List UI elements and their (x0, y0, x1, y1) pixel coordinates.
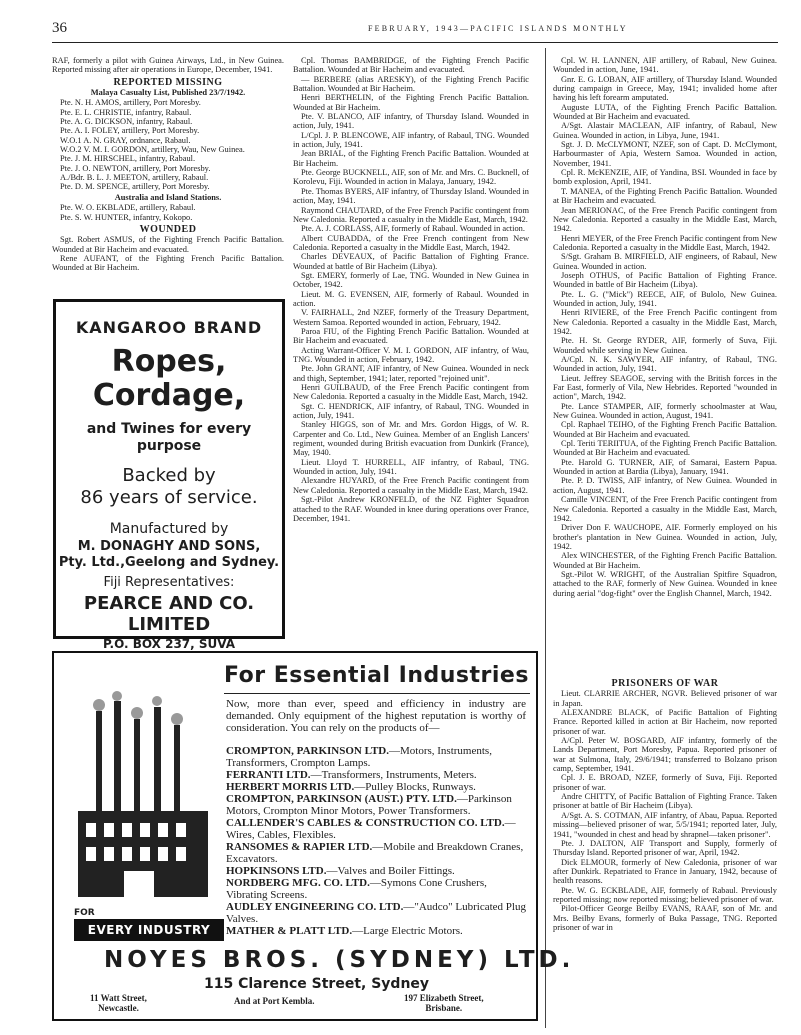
casualty-entry: Rene AUFANT, of the Fighting French Pacific Battalion. Wounded at Bir Hacheim. (52, 253, 284, 273)
prisoner-entry: Andre CHITTY, of Pacific Battalion of Fighting France. Taken prisoner at battle of Bir Hacheim (Libya). (553, 792, 777, 811)
product-company: NORDBERG MFG. CO. LTD. (226, 877, 370, 889)
subheading-malaya: Malaya Casualty List, Published 23/7/1942. (90, 88, 246, 98)
factory-illustration-icon (68, 691, 218, 901)
casualty-entry: Pte. L. G. ("Mick") REECE, AIF, of Bulolo, New Guinea. Wounded in action, July, 1941. (553, 289, 777, 308)
casualty-entry: Sgt. EMERY, formerly of Lae, TNG. Wounded in New Guinea in October, 1942. (293, 270, 529, 290)
prisoner-entry: A/Sgt. A. S. COTMAN, AIF infantry, of Abau, Papua. Reported missing—believed prisoner of war, 5/5/1941; reported later, July, 1941, "wounded in chest and head by shrapnel—taken prisoner". (553, 810, 777, 839)
prisoner-entry: Pilot-Officer George Beilby EVANS, RAAF, son of Mr. and Mrs. Beilby Evans, formerly of Buka Passage, TNG. Reported prisoner of war in (553, 904, 777, 932)
casualty-entry: Pte. A. I. FOLEY, artillery, Port Moresby. (60, 126, 200, 136)
prisoner-entry: Pte. J. DALTON, AIF Transport and Supply, formerly of Thursday Island. Reported prisoner of war, April, 1942. (553, 838, 777, 858)
casualty-entry: Pte. E. L. CHRISTIE, infantry, Rabaul. (60, 107, 192, 117)
branch-line: 11 Watt Street, (90, 993, 147, 1003)
casualty-entry: Cpl. R. McKENZIE, AIF, of Yandina, BSI. Wounded in face by bomb explosion, April, 1941. (553, 168, 777, 187)
casualty-entry: Lieut. Lloyd T. HURRELL, AIF infantry, of Rabaul, TNG. Wounded in action, July, 1941. (293, 457, 529, 477)
casualty-entry: Pte. V. BLANCO, AIF infantry, of Thursday Island. Wounded in action, July, 1941. (293, 112, 529, 131)
casualty-entry: Sgt.-Pilot Andrew KRONFELD, of the NZ Fighter Squadron attached to the RAF. Wounded in knee during operations over France, December, 1941. (293, 495, 529, 523)
product-description: —Valves and Boiler Fittings. (326, 865, 455, 877)
product-company: HOPKINSONS LTD. (226, 865, 327, 877)
casualty-entry: Pte. D. M. SPENCE, artillery, Port Moresby. (60, 182, 210, 192)
casualty-entry: Alex WINCHESTER, of the Fighting French Pacific Battalion. Wounded at Bir Hacheim. (553, 551, 777, 570)
casualty-entry: Sgt. C. HENDRICK, AIF infantry, of Rabaul, TNG. Wounded in action, July, 1941. (293, 401, 529, 421)
casualty-entry: Pte. J. M. HIRSCHEL, infantry, Rabaul. (60, 154, 196, 164)
casualty-entry: Cpl. Raphael TEIHO, of the Fighting French Pacific Battalion. Wounded at Bir Hacheim and evacuated. (553, 420, 777, 439)
australia-list (52, 203, 284, 222)
product-description: —Mobile and Breakdown Cranes, Excavators. (226, 841, 524, 865)
product-item (226, 877, 530, 901)
product-list (226, 745, 530, 937)
casualty-entry: W.O.1 A. N. GRAY, ordnance, Rabaul. (60, 135, 191, 145)
ad-maker-location: Pty. Ltd.,Geelong and Sydney. (58, 555, 280, 570)
casualty-entry: A/Sgt. Alastair MACLEAN, AIF infantry, of Rabaul, New Guinea. Wounded in action, in Libya, June, 1941. (553, 121, 777, 140)
casualty-entry: Gnr. E. G. LOBAN, AIF artillery, of Thursday Island. Wounded during campaign in Greece, May, 1941; invalided home after having his left forearm amputated. (553, 74, 777, 103)
advert-noyes-bros (52, 651, 575, 1021)
product-company: FERRANTI LTD. (226, 769, 311, 781)
ad-maker-name: M. DONAGHY AND SONS, (77, 539, 261, 554)
casualty-entry: Camille VINCENT, of the Free French Pacific contingent from New Caledonia. Reported a casualty in the Middle East, March, 1942. (553, 495, 777, 523)
section-heading-missing: REPORTED MISSING (113, 76, 223, 88)
ad-rep-name: PEARCE AND CO. (83, 593, 255, 614)
header-rule (52, 42, 778, 43)
casualty-entry: Cpl. Thomas BAMBRIDGE, of the Fighting French Pacific Battalion. Wounded at Bir Hacheim and evacuated. (293, 56, 529, 75)
product-company: MATHER & PLATT LTD. (226, 925, 353, 937)
product-description: —Large Electric Motors. (352, 925, 463, 937)
prisoner-entry: Lieut. CLARRIE ARCHER, NGVR. Believed prisoner of war in Japan. (553, 689, 777, 708)
product-company: CROMPTON, PARKINSON LTD. (226, 745, 389, 757)
casualty-entry: Pte. A. J. CORLASS, AIF, formerly of Rabaul. Wounded in action. (301, 224, 525, 234)
ad-backed-by: Backed by (122, 465, 216, 486)
ad-address: 115 Clarence Street, Sydney (204, 976, 430, 992)
casualty-entry: Pte. Harold G. TURNER, AIF, of Samarai, Eastern Papua. Wounded in action at Bardia (Libya), January, 1941. (553, 457, 777, 477)
casualty-entry: Lieut. M. G. EVENSEN, AIF, formerly of Rabaul. Wounded in action. (293, 289, 529, 308)
page-number: 36 (52, 20, 67, 36)
casualty-entry: Pte. George BUCKNELL, AIF, son of Mr. and Mrs. C. Bucknell, of Korolevu, Fiji. Wounded in action in Malaya, January, 1942. (293, 168, 529, 187)
column-3 (553, 56, 777, 598)
ad-years: 86 years of service. (80, 487, 258, 508)
casualty-entry: Pte. A. G. DICKSON, infantry, Rabaul. (60, 117, 193, 127)
product-description: —Motors, Instruments, Transformers, Crompton Lamps. (226, 745, 492, 769)
product-item (226, 745, 530, 769)
prisoner-entry: A/Cpl. Peter W. BOSGARD, AIF infantry, formerly of the Lands Department, Port Moresby, Papua. Reported prisoner of war at Sulmona, Italy, 29/6/1941; transferred to Bolzano prison camp, September, 1941. (553, 736, 777, 774)
ad-for-label: FOR (74, 908, 95, 918)
casualty-entry: Sgt. J. D. McCLYMONT, NZEF, son of Capt. D. McClymont, Harbourmaster of Apia, Western Samoa. Wounded in action, November, 1941. (553, 140, 777, 168)
product-description: —"Audco" Lubricated Plug Valves. (226, 901, 526, 925)
casualty-entry: Cpl. W. H. LANNEN, AIF artillery, of Rabaul, New Guinea. Wounded in action, June, 1941. (553, 56, 777, 75)
casualty-entry: Acting Warrant-Officer V. M. I. GORDON, AIF infantry, of Wau, TNG. Wounded in action, February, 1942. (293, 345, 529, 364)
casualty-entry: Pte. J. O. NEWTON, artillery, Port Moresby. (60, 163, 211, 173)
casualty-entry: Raymond CHAUTARD, of the Free French Pacific contingent from New Caledonia. Reported a casualty in the Middle East, March, 1942. (293, 205, 529, 224)
product-description: —Transformers, Instruments, Meters. (310, 769, 477, 781)
product-item (226, 865, 530, 877)
casualty-entry: Lieut. Jeffrey SEAGOE, serving with the British forces in the Far East, formerly of Vila, New Hebrides. Reported "wounded in action", March, 1942. (553, 373, 777, 402)
product-company: CROMPTON, PARKINSON (AUST.) PTY. LTD. (226, 793, 457, 805)
ad-title: For Essential Industries (224, 663, 529, 688)
casualty-entry: Stanley HIGGS, son of Mr. and Mrs. Gordon Higgs, of W. R. Carpenter and Co. Ltd., New Guinea. Member of an English Lancers' regiment, wounded during British evacuation from Dunkirk (France), May, 1940. (293, 420, 529, 458)
product-item (226, 817, 530, 841)
product-description: —Wires, Cables, Flexibles. (226, 817, 516, 841)
ad-fiji-reps: Fiji Representatives: (103, 575, 235, 590)
ad-branch-port-kembla: And at Port Kembla. (234, 996, 315, 1006)
casualty-entry: Auguste LUTA, of the Fighting French Pacific Battalion. Wounded at Bir Hacheim and evacuated. (553, 102, 777, 122)
casualty-entry: Henri BERTHELIN, of the Fighting French Pacific Battalion. Wounded at Bir Hacheim. (293, 93, 529, 112)
branch-line: Brisbane. (425, 1003, 463, 1013)
wounded-list (52, 235, 284, 272)
casualty-entry: Albert CUBADDA, of the Free French contingent from New Caledonia. Reported a casualty in the Middle East, March, 1942. (293, 233, 529, 252)
ad-product-cordage: Cordage, (92, 378, 246, 413)
product-item (226, 793, 530, 817)
casualty-entry: — BERBERE (alias ARESKY), of the Fighting French Pacific Battalion. Wounded at Bir Hacheim. (293, 74, 529, 94)
ad-branch-brisbane (404, 993, 484, 1013)
running-head: FEBRUARY, 1943—PACIFIC ISLANDS MONTHLY (368, 24, 628, 33)
prisoners-list (553, 689, 777, 932)
section-heading-wounded: WOUNDED (139, 223, 197, 235)
casualty-entry: Pte. W. O. EKBLADE, artillery, Rabaul. (60, 203, 196, 213)
casualty-entry: L/Cpl. J. P. BLENCOWE, AIF infantry, of Rabaul, TNG. Wounded in action, July, 1941. (293, 130, 529, 150)
casualty-entry: Henri MEYER, of the Free French Pacific contingent from New Caledonia. Reported a casualty in the Middle East, March, 1942. (553, 233, 777, 252)
ad-manufactured-by: Manufactured by (109, 521, 229, 537)
casualty-entry: Alexandre HUYARD, of the Free French Pacific contingent from New Caledonia. Reported a casualty in the Middle East, March, 1942. (293, 476, 529, 495)
casualty-entry: Paroa FIU, of the Fighting French Pacific Battalion. Wounded at Bir Hacheim and evacuated. (293, 326, 529, 346)
product-company: CALLENDER'S CABLES & CONSTRUCTION CO. LTD. (226, 817, 505, 829)
casualty-entry: W.O.2 V. M. I. GORDON, artillery, Wau, New Guinea. (60, 145, 245, 155)
casualty-entry: Pte. N. H. AMOS, artillery, Port Moresby. (60, 98, 201, 108)
section-heading-prisoners: PRISONERS OF WAR (611, 678, 719, 689)
product-item (226, 901, 530, 925)
casualty-entry: Henri GUILBAUD, of the Free French Pacific contingent from New Caledonia. Reported a casualty in the Middle East, March, 1942. (293, 383, 529, 402)
product-item (226, 841, 530, 865)
casualty-entry: T. MANEA, of the Fighting French Pacific Battalion. Wounded at Bir Hacheim and evacuated. (553, 186, 777, 206)
ad-product-twines: and Twines for every (86, 421, 252, 437)
para: RAF, formerly a pilot with Guinea Airways, Ltd., in New Guinea. Reported missing after air operations in Europe, December, 1941. (52, 56, 284, 75)
column-rule (545, 48, 546, 1028)
ad-company: NOYES BROS. (SYDNEY) LTD. (104, 947, 575, 973)
casualty-entry: A./Bdr. B. L. J. MEETON, artillery, Rabaul. (60, 173, 209, 183)
casualty-entry: Cpl. Teriti TERIITUA, of the Fighting French Pacific Battalion. Wounded at Bir Hacheim and evacuated. (553, 439, 777, 458)
subheading-australia: Australia and Island Stations. (114, 192, 222, 202)
malaya-list (52, 98, 284, 191)
branch-line: Newcastle. (98, 1003, 139, 1013)
ad-rep-box: P.O. BOX 237, SUVA (102, 637, 236, 651)
page-header (0, 0, 801, 40)
product-company: AUDLEY ENGINEERING CO. LTD. (226, 901, 404, 913)
prisoner-entry: Cpl. J. E. BROAD, NZEF, formerly of Suva, Fiji. Reported prisoner of war. (553, 773, 777, 792)
casualty-entry: Joseph OTHUS, of Pacific Battalion of Fighting France. Wounded in battle of Bir Hacheim (Libya). (553, 270, 777, 290)
casualty-entry: Pte. H. St. George RYDER, AIF, formerly of Suva, Fiji. Wounded while serving in New Guinea. (553, 336, 777, 355)
prisoner-entry: Pte. W. G. ECKBLADE, AIF, formerly of Rabaul. Previously reported missing; now reported missing; believed prisoner of war. (553, 885, 777, 904)
casualty-entry: Driver Don F. WAUCHOPE, AIF. Formerly employed on his brother's plantation in New Guinea. Wounded in action, July, 1942. (553, 523, 777, 551)
casualty-entry: Henri RIVIERE, of the Free French Pacific contingent from New Caledonia. Reported a casualty in the Middle East, March, 1942. (553, 308, 777, 336)
casualty-entry: Sgt.-Pilot W. WRIGHT, of the Australian Spitfire Squadron, attached to the RAF, formerly of New Guinea. Wounded in knee during aerial "dog-fight" over the English Channel, March, 1942. (553, 569, 777, 598)
ad-product-purpose: purpose (136, 438, 202, 454)
product-description: —Symons Cone Crushers, Vibrating Screens. (226, 877, 487, 901)
product-company: RANSOMES & RAPIER LTD. (226, 841, 373, 853)
ad-title-rule (224, 693, 530, 694)
product-item (226, 925, 530, 937)
casualty-entry: Jean BRIAL, of the Fighting French Pacific Battalion. Wounded at Bir Hacheim. (293, 149, 529, 168)
product-company: HERBERT MORRIS LTD. (226, 781, 355, 793)
ad-branch-newcastle (90, 993, 147, 1013)
casualty-entry: Jean MERIONAC, of the Free French Pacific contingent from New Caledonia. Reported a casualty in the Middle East, March, 1942. (553, 205, 777, 234)
advert-kangaroo-brand (53, 299, 285, 651)
casualty-entry: Sgt. Robert ASMUS, of the Fighting French Pacific Battalion. Wounded at Bir Hacheim and evacuated. (52, 235, 284, 254)
casualty-entry: V. FAIRHALL, 2nd NZEF, formerly of the Treasury Department, Western Samoa. Reported wounded in action, February, 1942. (293, 308, 529, 327)
casualty-entry: Pte. S. W. HUNTER, infantry, Kokopo. (60, 212, 193, 222)
column-3-prisoners (553, 676, 777, 1035)
casualty-entry: Pte. Lance STAMPER, AIF, formerly schoolmaster at Wau, New Guinea. Wounded in action, August, 1941. (553, 401, 777, 421)
branch-line: 197 Elizabeth Street, (404, 993, 484, 1003)
casualty-entry: Pte. John GRANT, AIF infantry, of New Guinea. Wounded in neck and thigh, September, 1941; later, reported "rejoined unit". (293, 364, 529, 383)
casualty-entry: Pte. Thomas BYERS, AIF infantry, of Thursday Island. Wounded in action, May, 1941. (293, 186, 529, 206)
ad-every-industry: EVERY INDUSTRY (74, 919, 224, 941)
ad-brand: KANGAROO BRAND (75, 318, 263, 337)
product-item (226, 781, 530, 793)
column-1 (52, 56, 284, 273)
column-2 (293, 56, 529, 648)
ad-intro: Now, more than ever, speed and efficiency in industry are demanded. Only equipment of the highest reputation is worthy of consideration. You can rely on the products of— (226, 698, 526, 734)
product-description: —Pulley Blocks, Runways. (354, 781, 476, 793)
prisoner-entry: ALEXANDRE BLACK, of Pacific Battalion of Fighting France. Reported killed in action at Bir Hacheim, now reported prisoner of war. (553, 708, 777, 736)
product-item (226, 769, 530, 781)
ad-product-ropes: Ropes, (111, 344, 227, 379)
ad-rep-limited: LIMITED (127, 614, 211, 635)
casualty-entry: Pte. P. D. TWISS, AIF infantry, of New Guinea. Wounded in action, August, 1941. (553, 476, 777, 495)
casualty-entry: S/Sgt. Graham B. MIRFIELD, AIF engineers, of Rabaul, New Guinea. Wounded in action. (553, 252, 777, 271)
product-description: —Parkinson Motors, Crompton Minor Motors, Power Transformers. (226, 793, 512, 817)
casualty-entry: Charles DEVEAUX, of Pacific Battalion of Fighting France. Wounded at battle of Bir Hacheim (Libya). (293, 252, 529, 271)
casualty-entry: A/Cpl. N. K. SAWYER, AIF infantry, of Rabaul, TNG. Wounded in action, July, 1941. (553, 355, 777, 374)
prisoner-entry: Dick ELMOUR, formerly of New Caledonia, prisoner of war after Dunkirk. Repatriated to France in January, 1942, because of health reasons. (553, 857, 777, 886)
